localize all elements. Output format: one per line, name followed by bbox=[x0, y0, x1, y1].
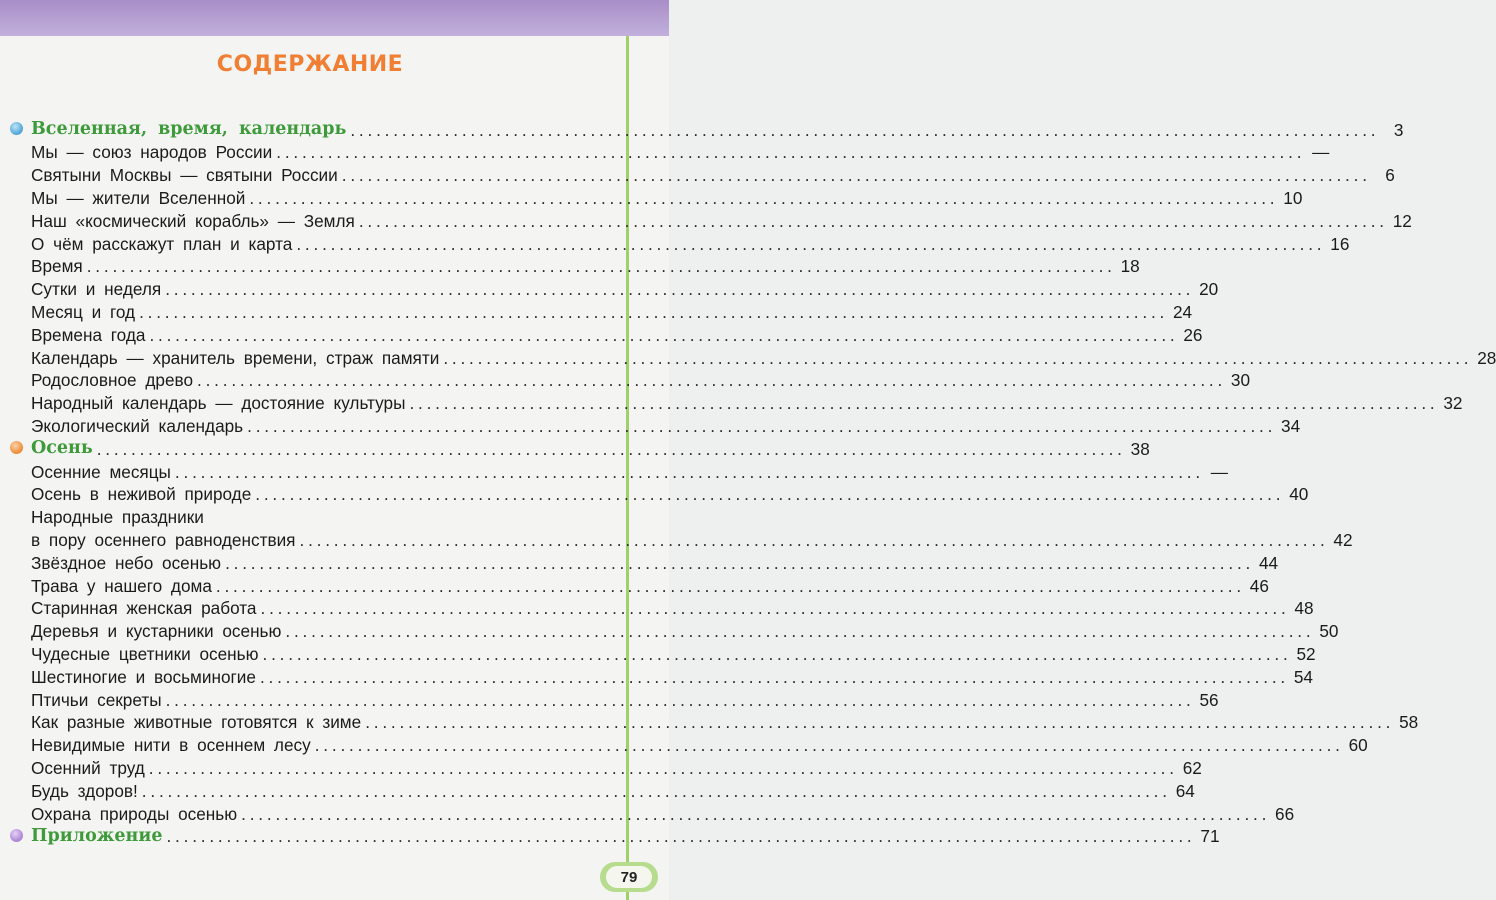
dot-leader: ........................................................................................................................ bbox=[166, 826, 1196, 847]
toc-page-number: 18 bbox=[1120, 256, 1140, 277]
toc-section-row[interactable] bbox=[0, 823, 1220, 847]
toc-entry-title: Шестиногие и восьминогие bbox=[31, 666, 256, 687]
toc-page-number: 26 bbox=[1183, 324, 1203, 345]
toc-entry-title: в пору осеннего равноденствия bbox=[31, 529, 296, 550]
toc-row[interactable] bbox=[0, 526, 1353, 550]
toc-row[interactable] bbox=[0, 139, 1330, 163]
dot-leader: ........................................................................................................................ bbox=[247, 415, 1277, 436]
toc-entry-title: Будь здоров! bbox=[31, 780, 138, 801]
toc-row[interactable] bbox=[0, 481, 1309, 505]
toc-entry-title: Сутки и неделя bbox=[31, 279, 162, 300]
toc-entry-title: Охрана природы осенью bbox=[31, 803, 238, 824]
toc-entry-title: Народный календарь — достояние культуры bbox=[31, 393, 406, 414]
violet-bullet-icon bbox=[10, 829, 23, 842]
toc-entry-title: Календарь — хранитель времени, страж памяти bbox=[31, 347, 440, 368]
dot-leader: ........................................................................................................................ bbox=[409, 393, 1439, 414]
dot-leader: ........................................................................................................................ bbox=[174, 461, 1204, 482]
toc-entry-title: Осенние месяцы bbox=[31, 461, 171, 482]
toc-page-number: 20 bbox=[1199, 279, 1219, 300]
toc-entry-title: Невидимые нити в осеннем лесу bbox=[31, 735, 311, 756]
toc-entry-title: Вселенная, время, календарь bbox=[31, 119, 347, 140]
toc-page-number: — bbox=[1312, 142, 1330, 163]
toc-entry-title: Как разные животные готовятся к зиме bbox=[31, 712, 362, 733]
toc-row[interactable] bbox=[0, 162, 1395, 186]
toc-page-number: 40 bbox=[1289, 484, 1309, 505]
toc-entry-title: Осень bbox=[31, 438, 93, 459]
toc-row[interactable] bbox=[0, 390, 1463, 414]
dot-leader: ........................................................................................................................ bbox=[255, 484, 1285, 505]
toc-entry-title: Экологический календарь bbox=[31, 415, 244, 436]
table-of-contents bbox=[0, 116, 1496, 847]
toc-page-number: 56 bbox=[1199, 689, 1219, 710]
toc-row[interactable] bbox=[0, 549, 1279, 573]
dot-leader: ........................................................................................................................ bbox=[358, 210, 1388, 231]
toc-row[interactable] bbox=[0, 732, 1368, 756]
toc-row[interactable] bbox=[0, 458, 1228, 482]
toc-page-number: 50 bbox=[1319, 621, 1339, 642]
toc-page-number: 12 bbox=[1392, 210, 1412, 231]
dot-leader: ........................................................................................................................ bbox=[276, 142, 1306, 163]
toc-page-number: 54 bbox=[1293, 666, 1313, 687]
dot-leader: ........................................................................................................................ bbox=[139, 301, 1169, 322]
toc-entry-title: Чудесные цветники осенью bbox=[31, 643, 259, 664]
toc-entry-title: Осень в неживой природе bbox=[31, 484, 252, 505]
dot-leader: ........................................................................................................................ bbox=[341, 165, 1371, 186]
toc-entry-title: Время bbox=[31, 256, 83, 277]
toc-row[interactable] bbox=[0, 230, 1350, 254]
toc-page-number: 3 bbox=[1393, 119, 1404, 140]
dot-leader: ........................................................................................................................ bbox=[197, 370, 1227, 391]
toc-page-number: 30 bbox=[1230, 370, 1251, 391]
toc-page-number: 62 bbox=[1182, 757, 1202, 778]
toc-row[interactable] bbox=[0, 572, 1269, 596]
toc-page-number: 42 bbox=[1333, 529, 1353, 550]
dot-leader: ........................................................................................................................ bbox=[141, 780, 1171, 801]
toc-row[interactable] bbox=[0, 686, 1219, 710]
dot-leader: ........................................................................................................................ bbox=[96, 438, 1126, 459]
dot-leader: ........................................................................................................................ bbox=[225, 552, 1255, 573]
toc-section-row[interactable] bbox=[0, 116, 1404, 140]
toc-page-number: 46 bbox=[1249, 575, 1269, 596]
dot-leader: ........................................................................................................................ bbox=[215, 575, 1245, 596]
toc-entry-title: Времена года bbox=[31, 324, 146, 345]
toc-row[interactable] bbox=[0, 184, 1303, 208]
toc-row[interactable] bbox=[0, 754, 1202, 778]
toc-page-number: 60 bbox=[1348, 735, 1368, 756]
toc-row[interactable] bbox=[0, 367, 1251, 391]
dot-leader: ........................................................................................................................ bbox=[149, 324, 1179, 345]
toc-entry-title: Народные праздники bbox=[31, 507, 204, 528]
toc-page-number: 32 bbox=[1443, 393, 1463, 414]
toc-row[interactable] bbox=[0, 618, 1339, 642]
blue-bullet-icon bbox=[10, 122, 23, 135]
toc-page-number: — bbox=[1210, 461, 1228, 482]
toc-page-number: 6 bbox=[1385, 165, 1395, 186]
toc-page-number: 10 bbox=[1283, 187, 1303, 208]
toc-page-number: 52 bbox=[1296, 643, 1316, 664]
dot-leader: ........................................................................................................................ bbox=[299, 529, 1329, 550]
toc-page-number: 44 bbox=[1258, 552, 1279, 573]
toc-row[interactable] bbox=[0, 412, 1301, 436]
dot-leader: ........................................................................................................................ bbox=[285, 621, 1315, 642]
toc-page-number: 64 bbox=[1175, 780, 1195, 801]
toc-page-number: 16 bbox=[1330, 233, 1350, 254]
dot-leader: ........................................................................................................................ bbox=[165, 689, 1195, 710]
toc-entry-title: Звёздное небо осенью bbox=[31, 552, 222, 573]
toc-row[interactable] bbox=[0, 321, 1203, 345]
toc-row[interactable] bbox=[0, 640, 1316, 664]
toc-row[interactable] bbox=[0, 663, 1313, 687]
toc-row[interactable] bbox=[0, 298, 1193, 322]
toc-entry-title: О чём расскажут план и карта bbox=[31, 233, 293, 254]
dot-leader: ........................................................................................................................ bbox=[260, 598, 1290, 619]
dot-leader: ........................................................................................................................ bbox=[350, 119, 1380, 140]
toc-entry-title: Святыни Москвы — святыни России bbox=[31, 165, 338, 186]
toc-entry-title: Птичьи секреты bbox=[31, 689, 162, 710]
toc-row[interactable] bbox=[0, 800, 1295, 824]
toc-page-number: 48 bbox=[1294, 598, 1314, 619]
toc-entry-title: Месяц и год bbox=[31, 301, 136, 322]
toc-entry-title: Приложение bbox=[31, 826, 163, 846]
toc-page-number: 71 bbox=[1200, 826, 1220, 847]
toc-entry-title: Наш «космический корабль» — Земля bbox=[31, 210, 355, 231]
toc-row[interactable] bbox=[0, 207, 1412, 231]
dot-leader: ........................................................................................................................ bbox=[249, 187, 1279, 208]
toc-page-number: 58 bbox=[1399, 712, 1419, 733]
toc-page-number: 66 bbox=[1275, 803, 1295, 824]
dot-leader: ........................................................................................................................ bbox=[86, 256, 1116, 277]
dot-leader: ........................................................................................................................ bbox=[365, 712, 1395, 733]
dot-leader: ........................................................................................................................ bbox=[314, 735, 1344, 756]
toc-row[interactable] bbox=[0, 253, 1140, 277]
toc-page-number: 28 bbox=[1477, 347, 1496, 368]
dot-leader: ........................................................................................................................ bbox=[296, 233, 1326, 254]
toc-entry-title: Трава у нашего дома bbox=[31, 575, 212, 596]
toc-entry-title: Деревья и кустарники осенью bbox=[31, 621, 282, 642]
dot-leader: ........................................................................................................................ bbox=[148, 757, 1178, 778]
toc-entry-title: Старинная женская работа bbox=[31, 598, 257, 619]
page-number: 79 bbox=[606, 866, 652, 888]
toc-page-number: 24 bbox=[1172, 301, 1193, 322]
top-color-band bbox=[0, 0, 669, 36]
page-number-badge bbox=[600, 862, 658, 892]
toc-page-number: 34 bbox=[1281, 415, 1301, 436]
toc-page-number: 38 bbox=[1130, 438, 1150, 459]
dot-leader: ........................................................................................................................ bbox=[165, 279, 1195, 300]
toc-entry-title: Мы — жители Вселенной bbox=[31, 187, 246, 208]
toc-entry-title: Мы — союз народов России bbox=[31, 142, 273, 163]
orange-bullet-icon bbox=[10, 441, 23, 454]
toc-row[interactable] bbox=[0, 709, 1419, 733]
toc-entry-title: Осенний труд bbox=[31, 757, 145, 778]
toc-entry-title: Родословное древо bbox=[31, 370, 194, 391]
toc-row[interactable] bbox=[0, 344, 1496, 368]
toc-row[interactable] bbox=[0, 777, 1195, 801]
toc-row[interactable] bbox=[0, 595, 1314, 619]
dot-leader: ........................................................................................................................ bbox=[262, 643, 1292, 664]
dot-leader: ........................................................................................................................ bbox=[443, 347, 1473, 368]
toc-row[interactable] bbox=[0, 276, 1219, 300]
page-title: СОДЕРЖАНИЕ bbox=[216, 52, 404, 77]
toc-section-row[interactable] bbox=[0, 435, 1150, 459]
dot-leader: ........................................................................................................................ bbox=[241, 803, 1271, 824]
toc-row[interactable] bbox=[0, 504, 600, 527]
dot-leader: ........................................................................................................................ bbox=[259, 666, 1289, 687]
